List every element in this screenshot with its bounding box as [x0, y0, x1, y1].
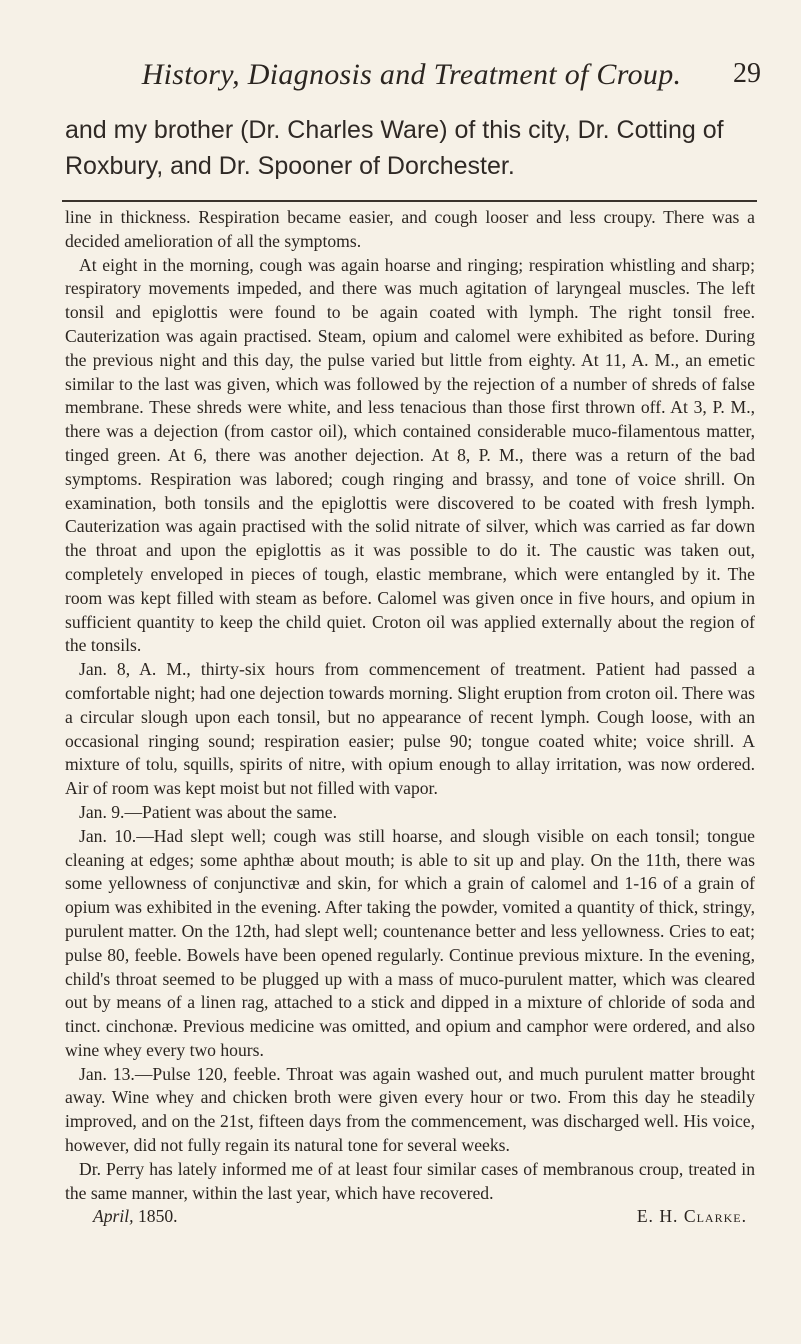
case-report-body	[65, 206, 755, 1229]
date-year: 1850.	[137, 1206, 178, 1227]
date-month: April,	[93, 1206, 134, 1227]
intro-paragraph: and my brother (Dr. Charles Ware) of this city, Dr. Cotting of Roxbury, and Dr. Spooner of Dorchester.	[65, 116, 724, 180]
paragraph: Jan. 9.—Patient was about the same.	[79, 801, 337, 822]
date-line	[79, 1205, 178, 1229]
paragraph: At eight in the morning, cough was again hoarse and ringing; respiration whistling and sharp; respiratory movements impeded, and there was much agitation of laryngeal muscles. The left tonsil and epiglottis were found to be again coated with lymph. The right tonsil free. Cauterization was again practised. Steam, opium and calomel were exhibited as before. During the previous night and this day, the pulse varied but little from eighty. At 11, A. M., an emetic similar to the last was given, which was followed by the rejection of a number of shreds of false membrane. These shreds were white, and less tenacious than those first thrown off. At 3, P. M., there was a dejection (from castor oil), which contained considerable muco-filamentous matter, tinged green. At 6, there was another dejection. At 8, P. M., there was a return of the bad symptoms. Respiration was labored; cough ringing and brassy, and tone of voice shrill. On examination, both tonsils and the epiglottis were discovered to be coated with fresh lymph. Cauterization was again practised with the solid nitrate of silver, which was carried as far down the throat and upon the epiglottis as it was possible to do it. The caustic was taken out, completely enveloped in pieces of tough, elastic membrane, which were entangled by it. The room was kept filled with steam as before. Calomel was given once in five hours, and opium in sufficient quantity to keep the child quiet. Croton oil was applied externally about the region of the tonsils.	[65, 254, 755, 656]
closing-paragraph: Dr. Perry has lately informed me of at least four similar cases of membranous croup, treated in the same manner, within the last year, which have recovered.	[65, 1158, 755, 1203]
running-head	[62, 58, 761, 98]
page-number: 29	[733, 58, 761, 89]
running-title: History, Diagnosis and Treatment of Croup.	[141, 58, 682, 91]
author-signature: E. H. Clarke.	[636, 1206, 747, 1227]
paragraph: Jan. 8, A. M., thirty-six hours from commencement of treatment. Patient had passed a comfortable night; had one dejection towards morning. Slight eruption from croton oil. There was a circular slough upon each tonsil, but no appearance of recent lymph. Cough loose, with an occasional ringing sound; respiration easier; pulse 90; tongue coated white; voice shrill. A mixture of tolu, squills, spirits of nitre, with opium enough to allay irritation, was now ordered. Air of room was kept moist but not filled with vapor.	[65, 659, 755, 799]
section-divider	[62, 200, 757, 202]
paragraph: Jan. 13.—Pulse 120, feeble. Throat was again washed out, and much purulent matter brought away. Wine whey and chicken broth were given every hour or two. From this day he steadily improved, and on the 21st, fifteen days from the commencement, was discharged well. His voice, however, did not fully regain its natural tone for several weeks.	[65, 1063, 755, 1156]
paragraph: line in thickness. Respiration became easier, and cough looser and less croupy. There was a decided amelioration of all the symptoms.	[65, 207, 755, 251]
paragraph: Jan. 10.—Had slept well; cough was still hoarse, and slough visible on each tonsil; tongue cleaning at edges; some aphthæ about mouth; is able to sit up and play. On the 11th, there was some yellowness of conjunctivæ and skin, for which a grain of calomel and 1-16 of a grain of opium was exhibited in the evening. After taking the powder, vomited a quantity of thick, stringy, purulent matter. On the 12th, had slept well; countenance better and less yellowness. Cries to eat; pulse 80, feeble. Bowels have been opened regularly. Continue previous mixture. In the evening, child's throat seemed to be plugged up with a mass of muco-purulent matter, which was cleared out by means of a linen rag, attached to a stick and dipped in a mixture of chloride of soda and tinct. cinchonæ. Previous medicine was omitted, and opium and camphor were ordered, and also wine whey every two hours.	[65, 825, 755, 1060]
signature-line	[65, 1205, 755, 1229]
